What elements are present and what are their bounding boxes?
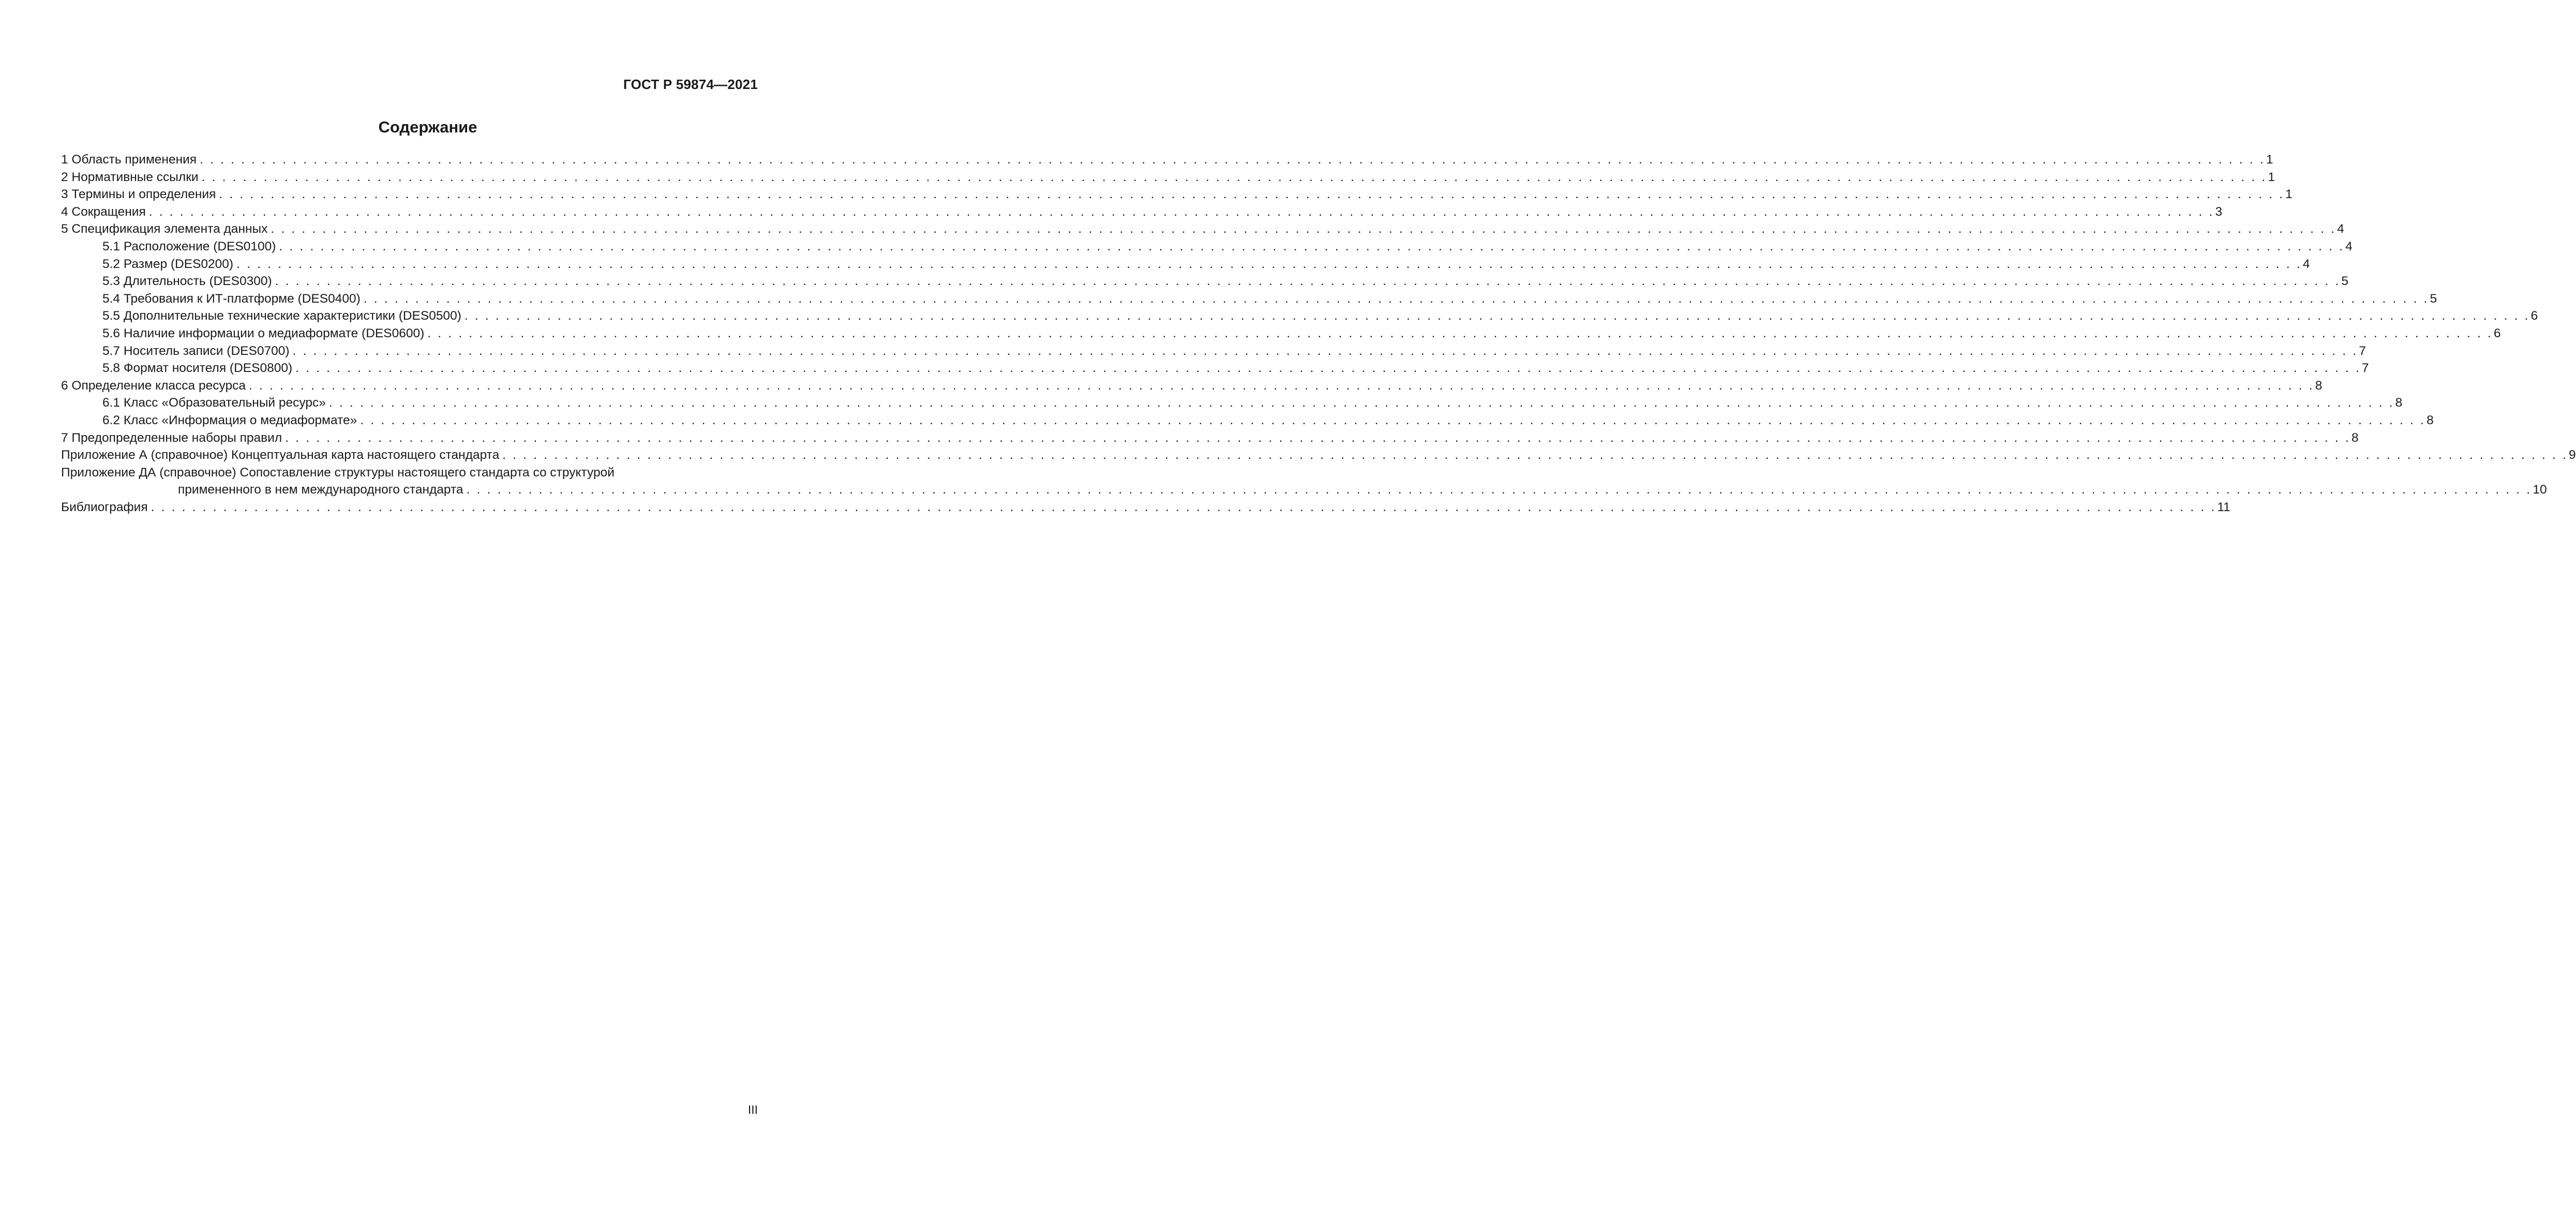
toc-entry[interactable] xyxy=(61,429,2359,447)
toc-entry-page: 8 xyxy=(2395,396,2403,410)
toc-entry[interactable] xyxy=(61,446,2576,464)
toc-entry-label-line2-row xyxy=(61,481,2547,499)
toc-entry-label: 1 Область применения xyxy=(61,153,197,167)
document-code: ГОСТ Р 59874—2021 xyxy=(623,77,758,92)
toc-entry-page: 6 xyxy=(2494,326,2501,340)
toc-entry-page: 1 xyxy=(2268,170,2275,184)
toc-entry[interactable] xyxy=(61,394,2403,412)
toc-entry-page: 7 xyxy=(2359,343,2366,358)
toc-entry-label: 3 Термины и определения xyxy=(61,187,216,202)
toc-leader-dots: . . . . . . . . . . . . . . . . . . . . . . . . . . . . . . . . . . . . . . . . . . . . . . . . . . . . . . . . . . . . . . . . . . . . . . . . . . . . . . . . . . . . . . . . . . . . . . . . . . . . . . . . . . . . . . . . . . . . . . . . . . . . . . . . . . . . . . . . . . . . . . . . . . . . . . . . . . . . . . . . . . . . . . . . . . . . . . . . . . . . . . . . . . . . . . . . . . . . . . . . xyxy=(328,396,2394,410)
toc-entry-label: 5.7 Носитель записи (DES0700) xyxy=(102,343,290,358)
toc-leader-dots: . . . . . . . . . . . . . . . . . . . . . . . . . . . . . . . . . . . . . . . . . . . . . . . . . . . . . . . . . . . . . . . . . . . . . . . . . . . . . . . . . . . . . . . . . . . . . . . . . . . . . . . . . . . . . . . . . . . . . . . . . . . . . . . . . . . . . . . . . . . . . . . . . . . . . . . . . . . . . . . . . . . . . . . . . . . . . . . . . . . . . . . . . . . . . . . . . . . . . . . . xyxy=(275,274,2341,289)
toc-entry-label: Библиография xyxy=(61,500,148,514)
toc-entry-page: 8 xyxy=(2351,430,2359,445)
toc-entry-page: 4 xyxy=(2337,222,2344,236)
toc-entry[interactable] xyxy=(61,220,2344,238)
toc-entry[interactable] xyxy=(61,169,2275,186)
toc-entry-label-line1: Приложение ДА (справочное) Сопоставление структуры настоящего стандарта со структурой xyxy=(61,465,615,480)
page-number: III xyxy=(747,1103,758,1116)
toc-leader-dots: . . . . . . . . . . . . . . . . . . . . . . . . . . . . . . . . . . . . . . . . . . . . . . . . . . . . . . . . . . . . . . . . . . . . . . . . . . . . . . . . . . . . . . . . . . . . . . . . . . . . . . . . . . . . . . . . . . . . . . . . . . . . . . . . . . . . . . . . . . . . . . . . . . . . . . . . . . . . . . . . . . . . . . . . . . . . . . . . . . . . . . . . . . . . . . . . . . . . . . . . xyxy=(201,170,2267,184)
toc-entry[interactable] xyxy=(61,186,2293,203)
toc-entry[interactable] xyxy=(61,151,2273,169)
toc-leader-dots: . . . . . . . . . . . . . . . . . . . . . . . . . . . . . . . . . . . . . . . . . . . . . . . . . . . . . . . . . . . . . . . . . . . . . . . . . . . . . . . . . . . . . . . . . . . . . . . . . . . . . . . . . . . . . . . . . . . . . . . . . . . . . . . . . . . . . . . . . . . . . . . . . . . . . . . . . . . . . . . . . . . . . . . . . . . . . . . . . . . . . . . . . . . . . . . . . . . . . . . . xyxy=(466,483,2532,497)
toc-entry-page: 4 xyxy=(2302,257,2310,271)
toc-entry-label: 5.6 Наличие информации о медиаформате (DES0600) xyxy=(102,326,425,340)
toc-entry-label: 6 Определение класса ресурса xyxy=(61,378,246,393)
toc-entry-label-line2: примененного в нем международного стандарта xyxy=(178,483,463,497)
toc-entry[interactable] xyxy=(61,360,2369,377)
table-of-contents xyxy=(61,151,2576,516)
toc-entry-page: 7 xyxy=(2361,361,2369,376)
toc-leader-dots: . . . . . . . . . . . . . . . . . . . . . . . . . . . . . . . . . . . . . . . . . . . . . . . . . . . . . . . . . . . . . . . . . . . . . . . . . . . . . . . . . . . . . . . . . . . . . . . . . . . . . . . . . . . . . . . . . . . . . . . . . . . . . . . . . . . . . . . . . . . . . . . . . . . . . . . . . . . . . . . . . . . . . . . . . . . . . . . . . . . . . . . . . . . . . . . . . . . . . . . . xyxy=(279,239,2345,253)
toc-entry-page: 8 xyxy=(2427,413,2434,427)
toc-entry[interactable] xyxy=(61,412,2434,429)
toc-leader-dots: . . . . . . . . . . . . . . . . . . . . . . . . . . . . . . . . . . . . . . . . . . . . . . . . . . . . . . . . . . . . . . . . . . . . . . . . . . . . . . . . . . . . . . . . . . . . . . . . . . . . . . . . . . . . . . . . . . . . . . . . . . . . . . . . . . . . . . . . . . . . . . . . . . . . . . . . . . . . . . . . . . . . . . . . . . . . . . . . . . . . . . . . . . . . . . . . . . . . . . . . xyxy=(271,222,2337,236)
toc-entry-page: 9 xyxy=(2569,448,2576,462)
toc-entry-page: 5 xyxy=(2341,274,2349,289)
toc-entry-label: 5.1 Расположение (DES0100) xyxy=(102,239,276,253)
toc-entry-label: 2 Нормативные ссылки xyxy=(61,170,199,184)
toc-leader-dots: . . . . . . . . . . . . . . . . . . . . . . . . . . . . . . . . . . . . . . . . . . . . . . . . . . . . . . . . . . . . . . . . . . . . . . . . . . . . . . . . . . . . . . . . . . . . . . . . . . . . . . . . . . . . . . . . . . . . . . . . . . . . . . . . . . . . . . . . . . . . . . . . . . . . . . . . . . . . . . . . . . . . . . . . . . . . . . . . . . . . . . . . . . . . . . . . . . . . . . . . xyxy=(295,361,2361,376)
toc-leader-dots: . . . . . . . . . . . . . . . . . . . . . . . . . . . . . . . . . . . . . . . . . . . . . . . . . . . . . . . . . . . . . . . . . . . . . . . . . . . . . . . . . . . . . . . . . . . . . . . . . . . . . . . . . . . . . . . . . . . . . . . . . . . . . . . . . . . . . . . . . . . . . . . . . . . . . . . . . . . . . . . . . . . . . . . . . . . . . . . . . . . . . . . . . . . . . . . . . . . . . . . . xyxy=(292,343,2358,358)
toc-leader-dots: . . . . . . . . . . . . . . . . . . . . . . . . . . . . . . . . . . . . . . . . . . . . . . . . . . . . . . . . . . . . . . . . . . . . . . . . . . . . . . . . . . . . . . . . . . . . . . . . . . . . . . . . . . . . . . . . . . . . . . . . . . . . . . . . . . . . . . . . . . . . . . . . . . . . . . . . . . . . . . . . . . . . . . . . . . . . . . . . . . . . . . . . . . . . . . . . . . . . . . . . xyxy=(285,430,2350,445)
toc-title: Содержание xyxy=(378,118,477,136)
toc-entry-label: 4 Сокращения xyxy=(61,204,146,219)
toc-leader-dots: . . . . . . . . . . . . . . . . . . . . . . . . . . . . . . . . . . . . . . . . . . . . . . . . . . . . . . . . . . . . . . . . . . . . . . . . . . . . . . . . . . . . . . . . . . . . . . . . . . . . . . . . . . . . . . . . . . . . . . . . . . . . . . . . . . . . . . . . . . . . . . . . . . . . . . . . . . . . . . . . . . . . . . . . . . . . . . . . . . . . . . . . . . . . . . . . . . . . . . . . xyxy=(363,291,2429,306)
toc-leader-dots: . . . . . . . . . . . . . . . . . . . . . . . . . . . . . . . . . . . . . . . . . . . . . . . . . . . . . . . . . . . . . . . . . . . . . . . . . . . . . . . . . . . . . . . . . . . . . . . . . . . . . . . . . . . . . . . . . . . . . . . . . . . . . . . . . . . . . . . . . . . . . . . . . . . . . . . . . . . . . . . . . . . . . . . . . . . . . . . . . . . . . . . . . . . . . . . . . . . . . . . . xyxy=(148,204,2214,219)
toc-entry[interactable] xyxy=(61,238,2353,256)
toc-leader-dots: . . . . . . . . . . . . . . . . . . . . . . . . . . . . . . . . . . . . . . . . . . . . . . . . . . . . . . . . . . . . . . . . . . . . . . . . . . . . . . . . . . . . . . . . . . . . . . . . . . . . . . . . . . . . . . . . . . . . . . . . . . . . . . . . . . . . . . . . . . . . . . . . . . . . . . . . . . . . . . . . . . . . . . . . . . . . . . . . . . . . . . . . . . . . . . . . . . . . . . . . xyxy=(200,153,2265,167)
toc-entry-page: 10 xyxy=(2533,483,2547,497)
toc-leader-dots: . . . . . . . . . . . . . . . . . . . . . . . . . . . . . . . . . . . . . . . . . . . . . . . . . . . . . . . . . . . . . . . . . . . . . . . . . . . . . . . . . . . . . . . . . . . . . . . . . . . . . . . . . . . . . . . . . . . . . . . . . . . . . . . . . . . . . . . . . . . . . . . . . . . . . . . . . . . . . . . . . . . . . . . . . . . . . . . . . . . . . . . . . . . . . . . . . . . . . . . . xyxy=(502,448,2568,462)
toc-entry-page: 6 xyxy=(2530,309,2538,323)
toc-entry-label: 5.8 Формат носителя (DES0800) xyxy=(102,361,293,376)
toc-entry[interactable] xyxy=(61,342,2366,360)
toc-entry-label: 7 Предопределенные наборы правил xyxy=(61,430,282,445)
toc-entry-appendix-da[interactable] xyxy=(61,464,2547,499)
toc-leader-dots: . . . . . . . . . . . . . . . . . . . . . . . . . . . . . . . . . . . . . . . . . . . . . . . . . . . . . . . . . . . . . . . . . . . . . . . . . . . . . . . . . . . . . . . . . . . . . . . . . . . . . . . . . . . . . . . . . . . . . . . . . . . . . . . . . . . . . . . . . . . . . . . . . . . . . . . . . . . . . . . . . . . . . . . . . . . . . . . . . . . . . . . . . . . . . . . . . . . . . . . . xyxy=(219,187,2285,202)
toc-entry-page: 1 xyxy=(2285,187,2293,202)
toc-entry-page: 4 xyxy=(2345,239,2353,253)
toc-entry[interactable] xyxy=(61,377,2323,395)
toc-leader-dots: . . . . . . . . . . . . . . . . . . . . . . . . . . . . . . . . . . . . . . . . . . . . . . . . . . . . . . . . . . . . . . . . . . . . . . . . . . . . . . . . . . . . . . . . . . . . . . . . . . . . . . . . . . . . . . . . . . . . . . . . . . . . . . . . . . . . . . . . . . . . . . . . . . . . . . . . . . . . . . . . . . . . . . . . . . . . . . . . . . . . . . . . . . . . . . . . . . . . . . . . xyxy=(151,500,2216,514)
toc-entry[interactable] xyxy=(61,290,2437,308)
toc-entry-label: 5.4 Требования к ИТ-платформе (DES0400) xyxy=(102,291,361,306)
toc-entry-page: 8 xyxy=(2315,378,2323,393)
toc-leader-dots: . . . . . . . . . . . . . . . . . . . . . . . . . . . . . . . . . . . . . . . . . . . . . . . . . . . . . . . . . . . . . . . . . . . . . . . . . . . . . . . . . . . . . . . . . . . . . . . . . . . . . . . . . . . . . . . . . . . . . . . . . . . . . . . . . . . . . . . . . . . . . . . . . . . . . . . . . . . . . . . . . . . . . . . . . . . . . . . . . . . . . . . . . . . . . . . . . . . . . . . . xyxy=(360,413,2426,427)
toc-entry-label: 5.5 Дополнительные технические характеристики (DES0500) xyxy=(102,309,461,323)
toc-entry-label: 6.2 Класс «Информация о медиаформате» xyxy=(102,413,357,427)
toc-leader-dots: . . . . . . . . . . . . . . . . . . . . . . . . . . . . . . . . . . . . . . . . . . . . . . . . . . . . . . . . . . . . . . . . . . . . . . . . . . . . . . . . . . . . . . . . . . . . . . . . . . . . . . . . . . . . . . . . . . . . . . . . . . . . . . . . . . . . . . . . . . . . . . . . . . . . . . . . . . . . . . . . . . . . . . . . . . . . . . . . . . . . . . . . . . . . . . . . . . . . . . . . xyxy=(248,378,2314,393)
toc-entry[interactable] xyxy=(61,203,2223,221)
toc-entry-label: 6.1 Класс «Образовательный ресурс» xyxy=(102,396,326,410)
toc-entry[interactable] xyxy=(61,273,2349,290)
toc-entry-page: 1 xyxy=(2266,153,2273,167)
toc-leader-dots: . . . . . . . . . . . . . . . . . . . . . . . . . . . . . . . . . . . . . . . . . . . . . . . . . . . . . . . . . . . . . . . . . . . . . . . . . . . . . . . . . . . . . . . . . . . . . . . . . . . . . . . . . . . . . . . . . . . . . . . . . . . . . . . . . . . . . . . . . . . . . . . . . . . . . . . . . . . . . . . . . . . . . . . . . . . . . . . . . . . . . . . . . . . . . . . . . . . . . . . . xyxy=(236,257,2302,271)
toc-entry-label: 5.2 Размер (DES0200) xyxy=(102,257,234,271)
toc-entry-label: 5.3 Длительность (DES0300) xyxy=(102,274,272,289)
toc-entry[interactable] xyxy=(61,307,2538,325)
toc-entry[interactable] xyxy=(61,256,2310,273)
toc-entry-label: 5 Спецификация элемента данных xyxy=(61,222,268,236)
toc-entry-page: 3 xyxy=(2215,204,2223,219)
toc-leader-dots: . . . . . . . . . . . . . . . . . . . . . . . . . . . . . . . . . . . . . . . . . . . . . . . . . . . . . . . . . . . . . . . . . . . . . . . . . . . . . . . . . . . . . . . . . . . . . . . . . . . . . . . . . . . . . . . . . . . . . . . . . . . . . . . . . . . . . . . . . . . . . . . . . . . . . . . . . . . . . . . . . . . . . . . . . . . . . . . . . . . . . . . . . . . . . . . . . . . . . . . . xyxy=(464,309,2530,323)
toc-entry-page: 5 xyxy=(2430,291,2437,306)
toc-entry[interactable] xyxy=(61,499,2230,516)
toc-entry-page: 11 xyxy=(2217,500,2230,514)
toc-entry-label: Приложение А (справочное) Концептуальная карта настоящего стандарта xyxy=(61,448,500,462)
toc-leader-dots: . . . . . . . . . . . . . . . . . . . . . . . . . . . . . . . . . . . . . . . . . . . . . . . . . . . . . . . . . . . . . . . . . . . . . . . . . . . . . . . . . . . . . . . . . . . . . . . . . . . . . . . . . . . . . . . . . . . . . . . . . . . . . . . . . . . . . . . . . . . . . . . . . . . . . . . . . . . . . . . . . . . . . . . . . . . . . . . . . . . . . . . . . . . . . . . . . . . . . . . . xyxy=(427,326,2493,340)
toc-entry[interactable] xyxy=(61,325,2501,342)
